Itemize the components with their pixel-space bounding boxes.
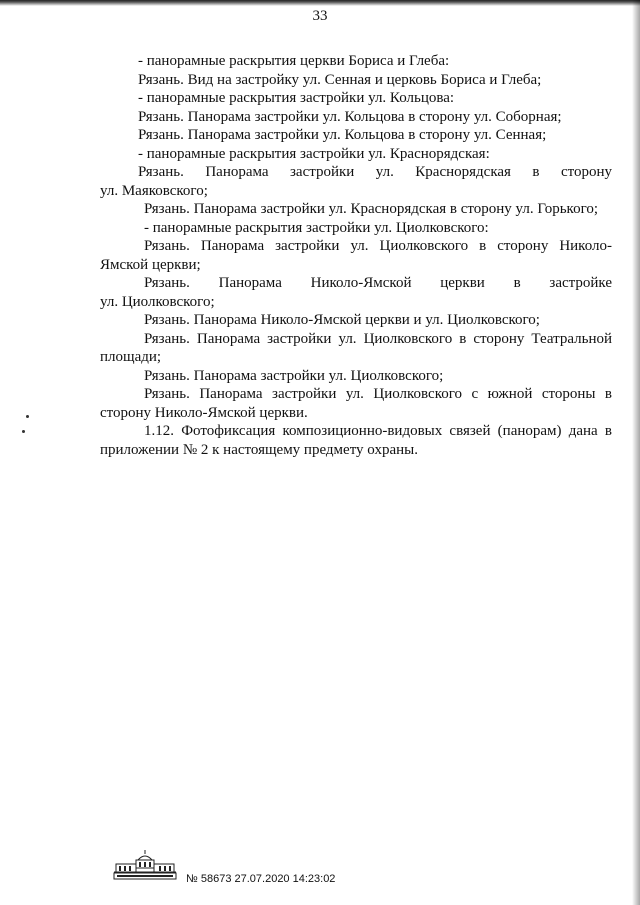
scan-speck	[22, 430, 25, 433]
text-line: сторону Николо-Ямской церкви.	[100, 404, 308, 421]
text-line: Рязань. Панорама Николо-Ямской церкви в застройке	[144, 275, 612, 291]
text-line: Рязань. Панорама застройки ул. Циолковского в сторону Театральной	[144, 330, 612, 347]
text-line: Рязань. Панорама застройки ул. Кольцова в сторону ул. Соборная;	[138, 108, 562, 125]
text-line: Рязань. Панорама застройки ул. Циолковского с южной стороны в	[144, 386, 612, 402]
document-body	[100, 52, 612, 459]
text-line: - панорамные раскрытия застройки ул. Кольцова:	[138, 90, 455, 106]
page-number: 33	[312, 8, 328, 24]
text-line: площади;	[100, 349, 162, 365]
text-line: - панорамные раскрытия застройки ул. Краснорядская:	[138, 145, 490, 162]
text-line: - панорамные раскрытия церкви Бориса и Глеба:	[138, 53, 450, 69]
registration-stamp: № 58673 27.07.2020 14:23:02	[186, 873, 336, 885]
building-emblem-icon	[112, 848, 178, 882]
text-line: Рязань. Панорама застройки ул. Циолковского;	[144, 367, 444, 384]
text-line: Ямской церкви;	[100, 256, 201, 273]
text-line: Рязань. Панорама застройки ул. Кольцова в сторону ул. Сенная;	[138, 127, 547, 143]
text-line: ул. Циолковского;	[100, 293, 215, 310]
text-line: ул. Маяковского;	[100, 182, 208, 199]
text-line: Рязань. Панорама застройки ул. Краснорядская в сторону	[138, 164, 612, 180]
text-line: приложении № 2 к настоящему предмету охраны.	[100, 441, 418, 458]
text-line: Рязань. Вид на застройку ул. Сенная и церковь Бориса и Глеба;	[138, 71, 542, 88]
scan-speck	[26, 415, 29, 418]
scan-edge-right	[632, 0, 640, 905]
text-line: Рязань. Панорама Николо-Ямской церкви и ул. Циолковского;	[144, 312, 540, 328]
text-line: Рязань. Панорама застройки ул. Краснорядская в сторону ул. Горького;	[144, 201, 599, 217]
text-line: Рязань. Панорама застройки ул. Циолковского в сторону Николо-	[144, 238, 612, 254]
text-line: 1.12. Фотофиксация композиционно-видовых связей (панорам) дана в	[144, 423, 612, 439]
text-line: - панорамные раскрытия застройки ул. Циолковского:	[144, 219, 489, 236]
scan-edge-top	[0, 0, 640, 6]
